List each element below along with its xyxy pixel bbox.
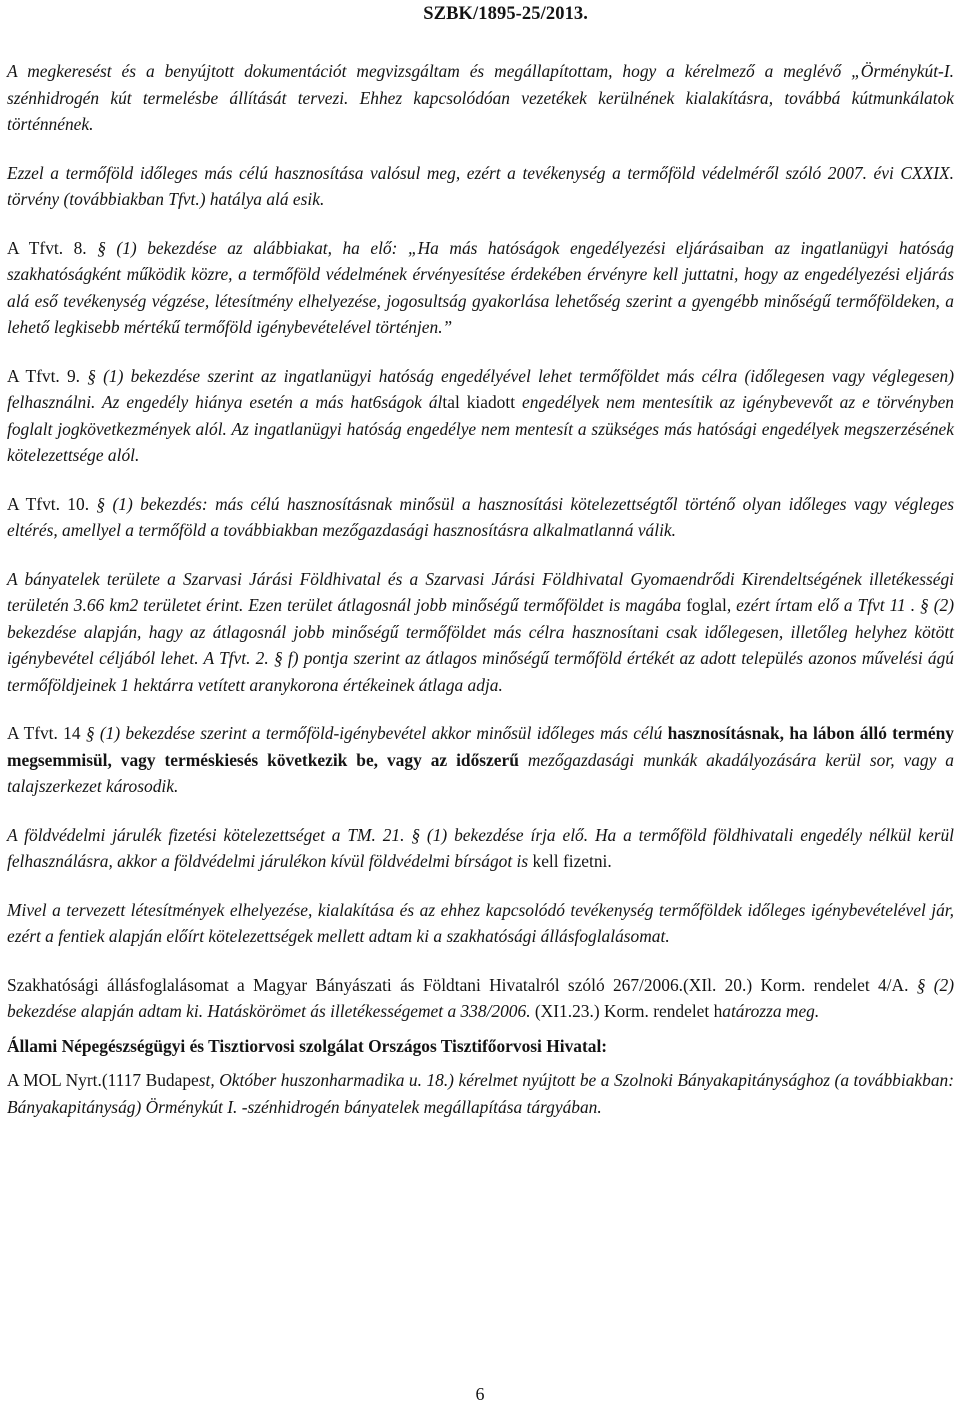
text-run: § (1) bekezdése szerint az ingatlanügyi hatóság engedélyével lehet termőföldet más célra (időlegesen vagy véglegesen) felhasználni. Az engedély hiánya esetén a más hat6ságok ál — [7, 365, 954, 412]
text-run: Ezzel a termőföld időleges más célú hasznosítása valósul meg, ezért a tevékenység a termőföld védelméről szóló 2007. évi CXXIX. törvény (továbbiakban Tfvt.) hatálya alá esik. — [7, 162, 954, 209]
text-run: hasznosításnak, ha lábon álló termény megsemmisül, vagy terméskiesés következik be, vagy az időszerű — [7, 723, 954, 770]
text-run: A megkeresést és a benyújtott dokumentációt megvizsgáltam és megállapítottam, hogy a kérelmező a meglévő „Örménykút-I. szénhidrogén kút termelésbe állítását tervezi. Ehhez kapcsolódóan vezetékek kerülnének kialakításra, továbbá kútmunkálatok történnének. — [7, 61, 954, 134]
text-run: § (2) bekezdése alapján, hagy az átlagosnál jobb minőségű termőföldet más célra hasznosítani csak időlegesen, illetőleg helyhez kötött igénybevétel céljából lehet. A Tfvt. 2. — [7, 595, 954, 668]
text-run: A bányatelek területe a Szarvasi Járási Földhivatal és a Szarvasi Járási Földhivatal Gyomaendrődi Kirendeltségének illetékességi területén 3.66 km2 területet érint. Ezen terület átlagosnál jobb minőségű termőföldet is magába — [7, 568, 954, 615]
text-run: mezőgazdasági munkák akadályozására kerül sor, vagy a talajszerkezet károsodik. — [7, 749, 954, 796]
text-run: kell fizetni. — [532, 851, 612, 871]
text-run: engedélyek nem mentesítik az igénybevevőt az e törvényben foglalt jogkövetkezmények alól. Az ingatlanügyi hatóság engedélye nem mentesít a szükséges más hatósági engedélyek megszerzésének kötelezettsége alól. — [7, 392, 954, 465]
paragraph — [7, 1067, 954, 1120]
text-run: st, Október huszonharmadika u. 18.) kérelmet nyújtott be a Szolnoki Bányakapitánysághoz (a továbbiakban: Bányakapitányság) Örménykút I. -szénhidrogén bányatelek megállapítása tárgyában. — [7, 1070, 954, 1117]
text-run: , ezért írtam elő a Tfvt 11 . — [726, 595, 921, 615]
paragraph — [7, 972, 954, 1025]
text-run: § (1) bekezdés: más célú hasznosításnak minősül a hasznosítási kötelezettségtől történő olyan időleges vagy végleges eltérés, amellyel a termőföld a továbbiakban mezőgazdasági hasznosításra alkalmatlanná válik. — [7, 493, 954, 540]
text-run: A MOL Nyrt.(1117 Budape — [7, 1070, 199, 1090]
text-run: § (2) bekezdése alapján adtam ki. Hatáskörömet ás illetékességemet a 338/2006. — [7, 974, 954, 1021]
paragraph — [7, 822, 954, 875]
text-run: (XI1.23.) Korm. rendelet h — [534, 1001, 723, 1021]
text-run: § (1) bekezdése írja elő. Ha a termőföld földhivatali engedély nélkül kerül felhasználásra, akkor a földvédelmi járulékon kívül földvédelmi bírságot is — [7, 824, 954, 871]
text-run: A Tfvt. 9. — [7, 365, 88, 386]
paragraph — [7, 235, 954, 341]
text-run: A Tfvt. 14 — [7, 723, 86, 743]
paragraph — [7, 1033, 954, 1060]
text-run: A földvédelmi járulék fizetési kötelezettséget a TM. 21. — [7, 824, 412, 845]
text-run: § (1) bekezdése szerint a termőföld-igénybevétel akkor minősül időleges más célú — [85, 723, 668, 743]
document-body — [7, 58, 954, 1142]
text-run: tal kiadott — [442, 392, 522, 412]
paragraph — [7, 363, 954, 469]
text-run: A Tfvt. 10. — [7, 493, 97, 514]
paragraph — [7, 160, 954, 213]
text-run: § f) pontja szerint az átlagos minőségű termőföld értékét az adott település azonos művelési ágú termőföldjeinek 1 hektárra vetített aranykorona értékeinek átlaga adja. — [7, 648, 954, 695]
paragraph — [7, 897, 954, 950]
text-run: § (1) bekezdése az alábbiakat, ha elő: „Ha más hatóságok engedélyezési eljárásaiban az ingatlanügyi hatóság szakhatóságként működik közre, a termőföld védelmének érvényesítése érdekében érvényre kell juttatni, hogy az engedélyezési eljárás alá eső tevékenység végzése, létesítmény elhelyezése, jogosultság gyakorlása lehetőség szerint a gyengébb minőségű termőf — [7, 237, 954, 311]
paragraph — [7, 720, 954, 800]
text-run: Állami Népegészségügyi és Tisztiorvosi szolgálat Országos Tisztifőorvosi Hivatal: — [7, 1035, 608, 1056]
document-reference: SZBK/1895-25/2013. — [423, 4, 588, 24]
text-run: Mivel a tervezett létesítmények elhelyezése, kialakítása és az ehhez kapcsolódó tevékenység termőföldek időleges igénybevételével jár, ezért a fentiek alapján előírt kötelezettségek mellett adtam ki a szakhatósági állásfoglalásomat. — [7, 899, 954, 946]
text-run: foglal — [686, 595, 727, 615]
text-run: atározza meg. — [722, 1001, 820, 1021]
text-run: Szakhatósági állásfoglalásomat a Magyar Bányászati ás Földtani Hivatalról szóló 267/2006.(XIl. 20.) Korm. rendelet 4/A. — [7, 974, 917, 995]
paragraph — [7, 566, 954, 699]
text-run: A Tfvt. 8. — [7, 237, 98, 258]
page-number: 6 — [475, 1384, 485, 1404]
paragraph — [7, 58, 954, 138]
text-run: öldeken, a lehető legkisebb mértékű termőföld igénybevételével történjen.” — [7, 290, 955, 337]
paragraph — [7, 491, 954, 544]
